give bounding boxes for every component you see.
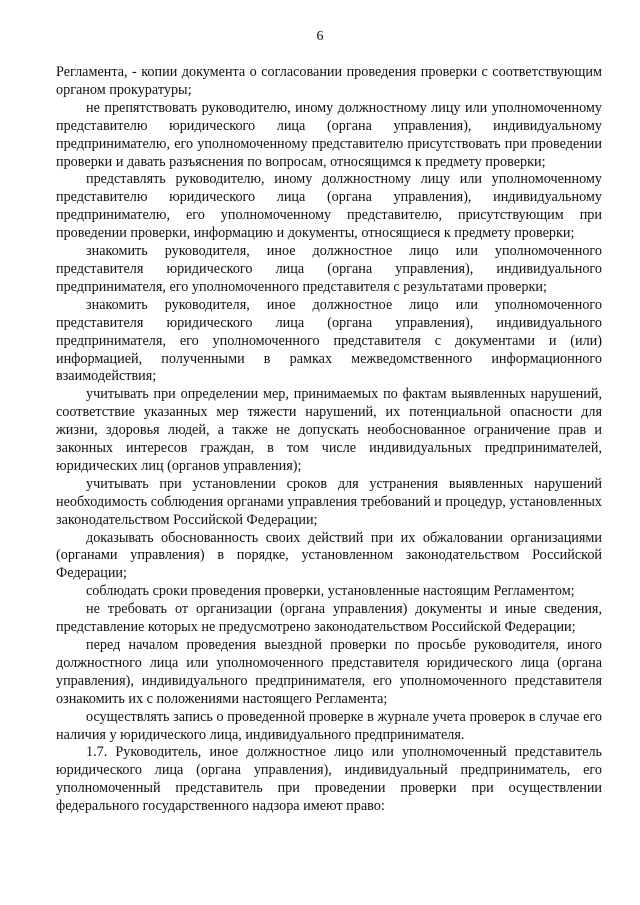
paragraph-observe-deadlines: соблюдать сроки проведения проверки, установленные настоящим Регламентом; — [86, 583, 575, 600]
document-body — [56, 64, 602, 816]
paragraph-continuation: Регламента, - копии документа о согласовании проведения проверки с соответствующим органом прокуратуры; — [56, 64, 602, 98]
paragraph-acquaint-regulation: перед началом проведения выездной проверки по просьбе руководителя, иного должностного лица или уполномоченного представителя юридического лица (органа управления), индивидуального предпринимателя, его уполномоченного представителя ознакомить их с положениями настоящего Регламента; — [56, 637, 602, 707]
paragraph-section-1-7: 1.7. Руководитель, иное должностное лицо или уполномоченный представитель юридического лица (органа управления), индивидуальный предприниматель, его уполномоченный представитель при проведении проверки при осуществлении федерального государственного надзора имеют право: — [56, 744, 602, 815]
page-number: 6 — [316, 29, 324, 44]
paragraph-consider-measures: учитывать при определении мер, принимаемых по фактам выявленных нарушений, соответствие указанных мер тяжести нарушений, их потенциальной опасности для жизни, здоровья людей, а также не допускать необоснованное ограничение прав и законных интересов граждан, в том числе индивидуальных предпринимателей, юридических лиц (органов управления); — [56, 386, 602, 474]
paragraph-not-obstruct: не препятствовать руководителю, иному должностному лицу или уполномоченному представителю юридического лица (органа управления), индивидуальному предпринимателю, его уполномоченному представителю присутствовать при проведении проверки и давать разъяснения по вопросам, относящимся к предмету проверки; — [56, 99, 602, 170]
paragraph-journal-record: осуществлять запись о проведенной проверке в журнале учета проверок в случае его наличия у юридического лица, индивидуального предпринимателя. — [56, 708, 602, 743]
paragraph-consider-deadlines: учитывать при установлении сроков для устранения выявленных нарушений необходимость соблюдения органами управления требований и процедур, установленных законодательством Российской Федерации; — [56, 475, 602, 528]
paragraph-provide-information: представлять руководителю, иному должностному лицу или уполномоченному представителю юридического лица (органа управления), индивидуальному предпринимателю, его уполномоченному представителю, присутствующим при проведении проверки, информацию и документы, относящиеся к предмету проверки; — [56, 171, 602, 242]
paragraph-not-require-documents: не требовать от организации (органа управления) документы и иные сведения, представление которых не предусмотрено законодательством Российской Федерации; — [56, 601, 602, 636]
paragraph-acquaint-results: знакомить руководителя, иное должностное лицо или уполномоченного представителя юридического лица (органа управления), индивидуального предпринимателя, его уполномоченного представителя с результатами проверки; — [56, 243, 602, 295]
paragraph-prove-validity: доказывать обоснованность своих действий при их обжаловании организациями (органами управления) в порядке, установленном законодательством Российской Федерации; — [56, 529, 602, 582]
paragraph-acquaint-documents: знакомить руководителя, иное должностное лицо или уполномоченного представителя юридического лица (органа управления), индивидуального предпринимателя, его уполномоченного представителя с документами и (или) информацией, полученными в рамках межведомственного информационного взаимодействия; — [56, 296, 602, 385]
